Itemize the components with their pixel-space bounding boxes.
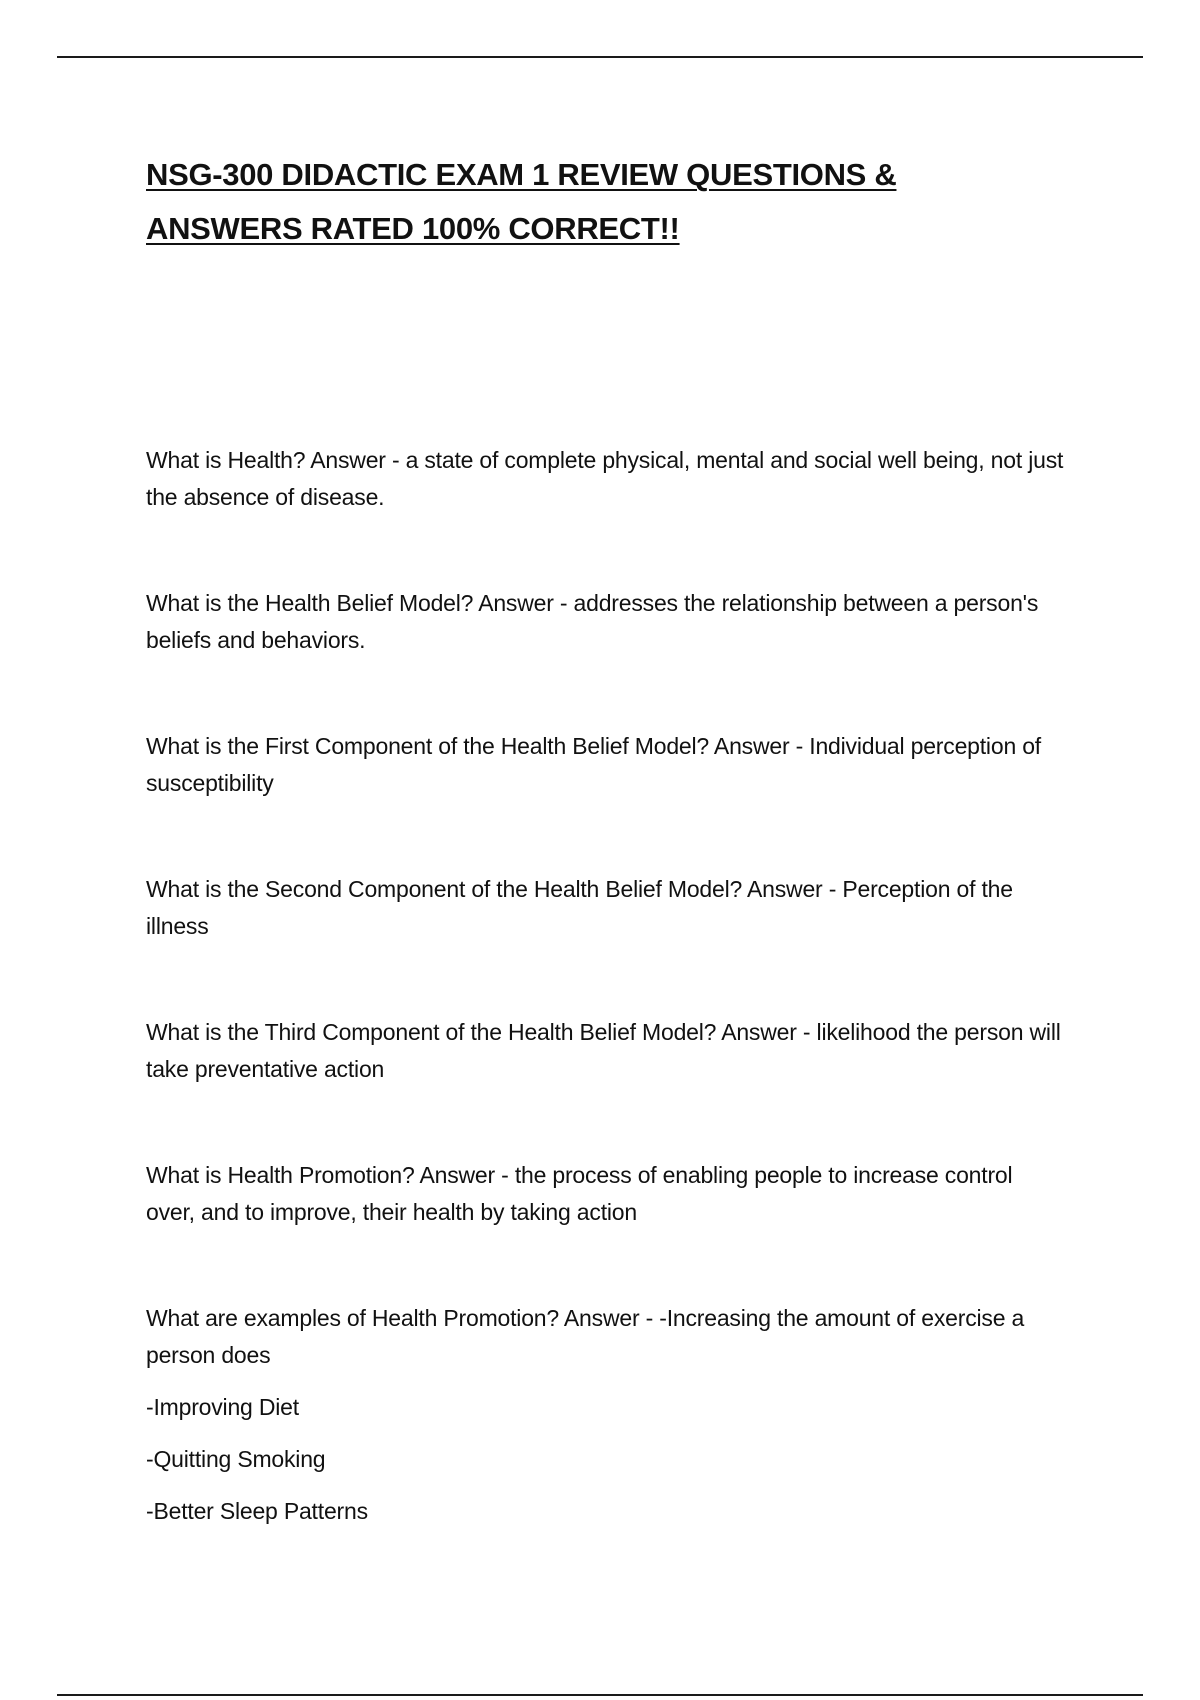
qa-item: What is the First Component of the Health Belief Model? Answer - Individual perception of susceptibility <box>146 733 1042 796</box>
qa-item: What are examples of Health Promotion? Answer - -Increasing the amount of exercise a person does <box>146 1305 1025 1368</box>
qa-item: What is the Second Component of the Health Belief Model? Answer - Perception of the illness <box>146 876 1013 939</box>
bottom-divider <box>57 1694 1143 1696</box>
document-title <box>146 148 1066 256</box>
title-line-1: NSG-300 DIDACTIC EXAM 1 REVIEW QUESTIONS & <box>146 157 897 192</box>
example-item: -Quitting Smoking <box>146 1446 326 1472</box>
top-divider <box>57 56 1143 58</box>
qa-item: What is the Third Component of the Health Belief Model? Answer - likelihood the person will take preventative action <box>146 1019 1061 1082</box>
example-item: -Improving Diet <box>146 1394 299 1420</box>
qa-list <box>146 442 1066 1530</box>
title-line-2: ANSWERS RATED 100% CORRECT!! <box>146 211 680 246</box>
example-item: -Better Sleep Patterns <box>146 1498 368 1524</box>
document-body <box>146 148 1066 1545</box>
qa-item: What is the Health Belief Model? Answer - addresses the relationship between a person's beliefs and behaviors. <box>146 590 1039 653</box>
examples-list <box>146 1389 1066 1530</box>
qa-item: What is Health? Answer - a state of complete physical, mental and social well being, not just the absence of disease. <box>146 447 1064 510</box>
qa-item: What is Health Promotion? Answer - the process of enabling people to increase control over, and to improve, their health by taking action <box>146 1162 1013 1225</box>
